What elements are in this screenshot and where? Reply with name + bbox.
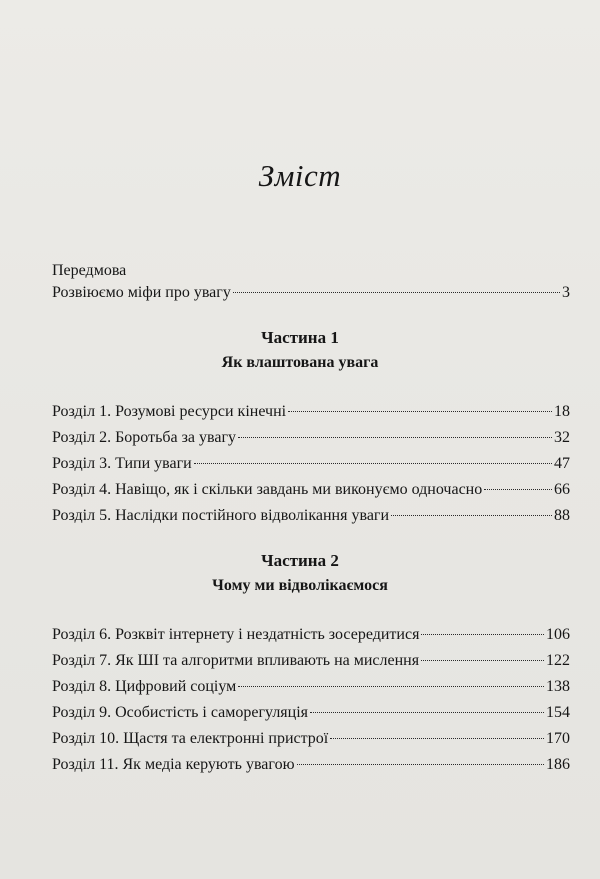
dot-leader <box>421 633 544 635</box>
toc-entry-label: Розділ 6. Розквіт інтернету і нездатність зосередитися <box>52 626 420 643</box>
toc-entry-label: Розділ 3. Типи уваги <box>52 455 192 472</box>
dot-leader <box>288 410 552 412</box>
toc-entry-page: 88 <box>554 507 570 524</box>
dot-leader <box>330 737 544 739</box>
toc-entry-label: Розділ 9. Особистість і саморегуляція <box>52 704 309 721</box>
toc-entry-chapter-6 <box>52 626 570 644</box>
toc-entry-preface <box>52 284 570 302</box>
toc-entry-chapter-8 <box>52 678 570 696</box>
dot-leader <box>297 763 544 765</box>
toc-entry-chapter-10 <box>52 730 570 748</box>
dot-leader <box>421 659 544 661</box>
toc-entry-page: 122 <box>546 652 570 669</box>
part-2-number: Частина 2 <box>261 551 339 570</box>
toc-entry-chapter-11 <box>52 756 570 774</box>
preface-heading: Передмова <box>52 262 127 279</box>
dot-leader <box>233 291 560 293</box>
dot-leader <box>391 514 552 516</box>
page-title: Зміст <box>258 158 342 193</box>
part-1-title: Як влаштована увага <box>221 354 379 371</box>
dot-leader <box>484 488 552 490</box>
toc-entry-label: Розвіюємо міфи про увагу <box>52 284 231 301</box>
toc-entry-page: 186 <box>546 756 570 773</box>
dot-leader <box>238 436 552 438</box>
toc-entry-chapter-2 <box>52 429 570 447</box>
toc-entry-label: Розділ 2. Боротьба за увагу <box>52 429 237 446</box>
toc-entry-label: Розділ 4. Навіщо, як і скільки завдань ми виконуємо одночасно <box>52 481 483 498</box>
toc-entry-chapter-9 <box>52 704 570 722</box>
part-2-title: Чому ми відволікаємося <box>212 577 388 594</box>
toc-entry-page: 106 <box>546 626 570 643</box>
toc-entry-label: Розділ 8. Цифровий соціум <box>52 678 237 695</box>
toc-entry-page: 154 <box>546 704 570 721</box>
toc-entry-label: Розділ 10. Щастя та електронні пристрої <box>52 730 329 747</box>
toc-entry-page: 170 <box>546 730 570 747</box>
dot-leader <box>310 711 544 713</box>
dot-leader <box>238 685 544 687</box>
dot-leader <box>194 462 552 464</box>
toc-entry-page: 47 <box>554 455 570 472</box>
toc-entry-page: 18 <box>554 403 570 420</box>
toc-entry-label: Розділ 5. Наслідки постійного відволікання уваги <box>52 507 390 524</box>
toc-entry-page: 138 <box>546 678 570 695</box>
toc-entry-label: Розділ 7. Як ШІ та алгоритми впливають на мислення <box>52 652 420 669</box>
part-1-number: Частина 1 <box>261 328 339 347</box>
toc-entry-page: 66 <box>554 481 570 498</box>
toc-entry-chapter-7 <box>52 652 570 670</box>
toc-entry-chapter-1 <box>52 403 570 421</box>
toc-entry-page: 32 <box>554 429 570 446</box>
toc-entry-chapter-3 <box>52 455 570 473</box>
toc-entry-chapter-5 <box>52 507 570 525</box>
toc-entry-label: Розділ 1. Розумові ресурси кінечні <box>52 403 287 420</box>
toc-entry-page: 3 <box>562 284 570 301</box>
toc-entry-chapter-4 <box>52 481 570 499</box>
toc-entry-label: Розділ 11. Як медіа керують увагою <box>52 756 295 773</box>
